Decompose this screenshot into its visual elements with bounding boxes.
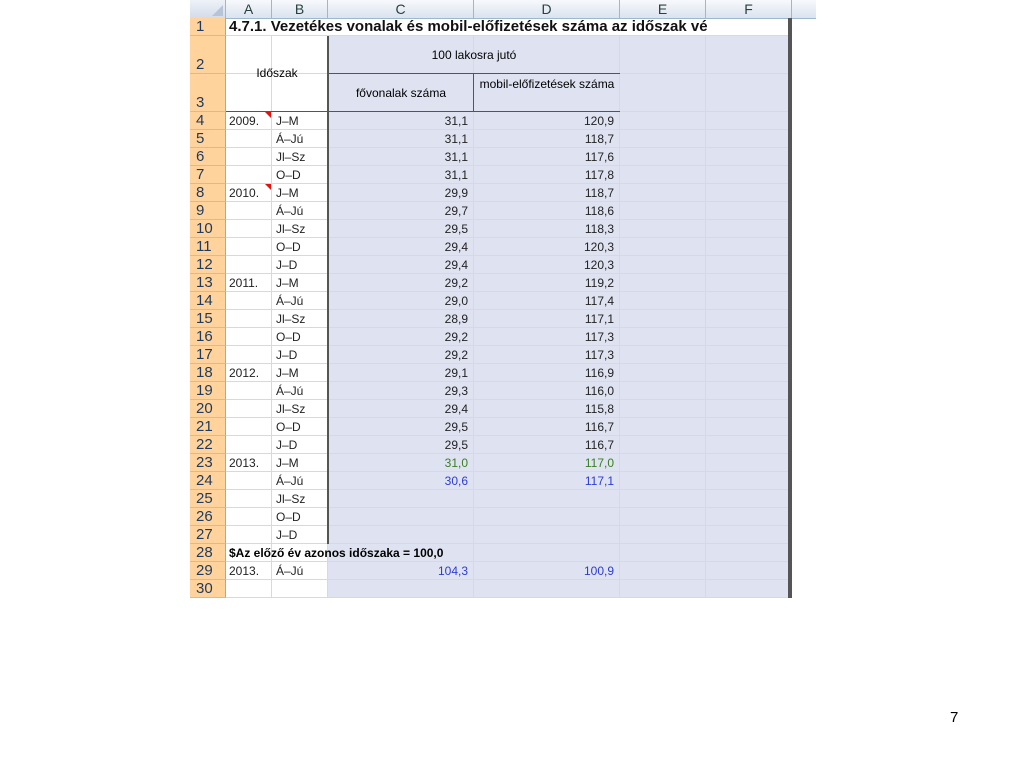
gridline-column — [619, 36, 620, 598]
row-header-30[interactable]: 30 — [190, 580, 226, 598]
cell-period[interactable]: J–M — [276, 276, 299, 290]
cell-period[interactable]: J–D — [276, 348, 298, 362]
cell-mobile[interactable]: 115,8 — [584, 402, 614, 416]
cell-year[interactable]: 2012. — [229, 366, 260, 380]
cell-mobile[interactable]: 117,8 — [584, 168, 614, 182]
cell-period[interactable]: Á–Jú — [276, 564, 304, 578]
cell-period[interactable]: J–M — [276, 186, 299, 200]
row-header-10[interactable]: 10 — [190, 220, 226, 238]
sheet-title: 4.7.1. Vezetékes vonalak és mobil-előfizetések száma az időszak vé — [229, 18, 708, 35]
row-header-14[interactable]: 14 — [190, 292, 226, 310]
cell-period[interactable]: Jl–Sz — [276, 150, 306, 164]
cell-mobile[interactable]: 118,3 — [584, 222, 614, 236]
row-header-17[interactable]: 17 — [190, 346, 226, 364]
row-header-19[interactable]: 19 — [190, 382, 226, 400]
cell-year[interactable]: 2013. — [229, 564, 260, 578]
corner-triangle-icon — [212, 5, 223, 16]
row-header-5[interactable]: 5 — [190, 130, 226, 148]
cell-year[interactable]: 2010. — [229, 186, 260, 200]
cell-landline[interactable]: 104,3 — [437, 564, 468, 578]
column-header-bar — [190, 0, 816, 19]
cell-mobile[interactable]: 117,0 — [584, 456, 614, 470]
cell-landline[interactable]: 29,0 — [444, 294, 468, 308]
cell-mobile[interactable]: 120,9 — [583, 114, 614, 128]
cell-mobile[interactable]: 117,1 — [584, 312, 614, 326]
cell-landline[interactable]: 29,4 — [444, 240, 468, 254]
cell-period[interactable]: Jl–Sz — [276, 492, 306, 506]
cell-landline[interactable]: 29,9 — [444, 186, 468, 200]
page-break-line — [788, 18, 792, 598]
column-header-d[interactable]: D — [474, 0, 620, 18]
cell-landline[interactable]: 29,2 — [444, 348, 468, 362]
row-header-26[interactable]: 26 — [190, 508, 226, 526]
comment-marker-icon — [265, 184, 271, 190]
gridline-column — [705, 36, 706, 598]
cell-landline[interactable]: 29,5 — [444, 438, 468, 452]
cell-period[interactable]: J–D — [276, 528, 298, 542]
gridline-row — [226, 597, 792, 598]
cell-period[interactable]: J–M — [276, 366, 299, 380]
cell-landline[interactable]: 31,1 — [444, 114, 468, 128]
row-header-12[interactable]: 12 — [190, 256, 226, 274]
row-header-13[interactable]: 13 — [190, 274, 226, 292]
cell-landline[interactable]: 31,1 — [444, 132, 468, 146]
row-header-16[interactable]: 16 — [190, 328, 226, 346]
row-header-22[interactable]: 22 — [190, 436, 226, 454]
row-header-28[interactable]: 28 — [190, 544, 226, 562]
cell-mobile[interactable]: 118,7 — [584, 186, 614, 200]
cell-mobile[interactable]: 118,6 — [584, 204, 614, 218]
cell-mobile[interactable]: 116,7 — [584, 438, 614, 452]
cell-period[interactable]: J–D — [276, 438, 298, 452]
row-header-11[interactable]: 11 — [190, 238, 226, 256]
gridline-row — [226, 507, 792, 508]
cell-period[interactable]: O–D — [276, 168, 301, 182]
header-mobile: mobil-előfizetések száma — [479, 77, 615, 91]
row-header-24[interactable]: 24 — [190, 472, 226, 490]
note-row: $Az előző év azonos időszaka = 100,0 — [229, 546, 444, 560]
cell-period[interactable]: O–D — [276, 330, 301, 344]
cell-year[interactable]: 2011. — [229, 276, 259, 290]
cell-landline[interactable]: 29,4 — [444, 402, 468, 416]
cell-landline[interactable]: 29,5 — [444, 222, 468, 236]
cell-period[interactable]: Á–Jú — [276, 132, 304, 146]
column-header-a[interactable]: A — [226, 0, 272, 18]
row-header-bar — [190, 18, 226, 598]
cell-mobile[interactable]: 120,3 — [583, 258, 614, 272]
cell-period[interactable]: J–M — [276, 114, 299, 128]
header-per-100: 100 lakosra jutó — [431, 48, 517, 62]
cell-landline[interactable]: 31,1 — [444, 150, 468, 164]
cell-landline[interactable]: 29,2 — [444, 330, 468, 344]
column-header-e[interactable]: E — [620, 0, 706, 18]
cell-period[interactable]: O–D — [276, 510, 301, 524]
cell-period[interactable]: Jl–Sz — [276, 402, 306, 416]
row-header-18[interactable]: 18 — [190, 364, 226, 382]
column-header-c[interactable]: C — [328, 0, 474, 18]
gridline-row — [226, 35, 792, 36]
header-period: Időszak — [256, 66, 298, 80]
column-header-f[interactable]: F — [706, 0, 792, 18]
cell-landline[interactable]: 29,2 — [444, 276, 468, 290]
spreadsheet[interactable] — [190, 0, 816, 752]
cell-mobile[interactable]: 120,3 — [583, 240, 614, 254]
cell-mobile[interactable]: 116,0 — [584, 384, 614, 398]
cell-period[interactable]: Á–Jú — [276, 204, 304, 218]
cell-mobile[interactable]: 117,1 — [584, 474, 614, 488]
cell-landline[interactable]: 28,9 — [444, 312, 468, 326]
cell-landline[interactable]: 29,5 — [444, 420, 468, 434]
row-header-23[interactable]: 23 — [190, 454, 226, 472]
cell-landline[interactable]: 30,6 — [444, 474, 468, 488]
cell-period[interactable]: Á–Jú — [276, 294, 304, 308]
cell-landline[interactable]: 31,0 — [444, 456, 468, 470]
row-header-8[interactable]: 8 — [190, 184, 226, 202]
row-header-29[interactable]: 29 — [190, 562, 226, 580]
row-header-20[interactable]: 20 — [190, 400, 226, 418]
select-all-corner[interactable] — [190, 0, 226, 18]
row-header-1[interactable]: 1 — [190, 18, 226, 36]
cell-mobile[interactable]: 117,6 — [584, 150, 614, 164]
gridline-row — [226, 525, 792, 526]
page-number: 7 — [950, 709, 959, 726]
cell-mobile[interactable]: 117,3 — [584, 348, 614, 362]
row-header-9[interactable]: 9 — [190, 202, 226, 220]
cell-period[interactable]: J–D — [276, 258, 298, 272]
cell-mobile[interactable]: 117,3 — [584, 330, 614, 344]
cell-period[interactable]: Á–Jú — [276, 474, 304, 488]
cell-landline[interactable]: 29,1 — [444, 366, 468, 380]
cell-landline[interactable]: 29,7 — [444, 204, 468, 218]
cell-mobile[interactable]: 100,9 — [583, 564, 614, 578]
row-header-6[interactable]: 6 — [190, 148, 226, 166]
cell-mobile[interactable]: 116,9 — [584, 366, 614, 380]
cell-year[interactable]: 2009. — [229, 114, 260, 128]
row-header-4[interactable]: 4 — [190, 112, 226, 130]
gridline-column — [271, 36, 272, 598]
cell-year[interactable]: 2013. — [229, 456, 260, 470]
cell-period[interactable]: Jl–Sz — [276, 312, 306, 326]
comment-marker-icon — [265, 112, 271, 118]
cell-period[interactable]: O–D — [276, 420, 301, 434]
row-header-7[interactable]: 7 — [190, 166, 226, 184]
row-header-27[interactable]: 27 — [190, 526, 226, 544]
cell-landline[interactable]: 29,3 — [444, 384, 468, 398]
header-split-line — [328, 73, 620, 74]
row-header-3[interactable]: 3 — [190, 74, 226, 112]
cell-mobile[interactable]: 119,2 — [584, 276, 614, 290]
row-header-21[interactable]: 21 — [190, 418, 226, 436]
row-header-15[interactable]: 15 — [190, 310, 226, 328]
cell-landline[interactable]: 29,4 — [444, 258, 468, 272]
cell-period[interactable]: Jl–Sz — [276, 222, 306, 236]
cell-period[interactable]: O–D — [276, 240, 301, 254]
cell-landline[interactable]: 31,1 — [444, 168, 468, 182]
row-header-25[interactable]: 25 — [190, 490, 226, 508]
header-landline: fővonalak száma — [355, 86, 447, 100]
cell-mobile[interactable]: 116,7 — [584, 420, 614, 434]
cell-mobile[interactable]: 118,7 — [584, 132, 614, 146]
cell-mobile[interactable]: 117,4 — [584, 294, 614, 308]
cell-period[interactable]: Á–Jú — [276, 384, 304, 398]
column-header-b[interactable]: B — [272, 0, 328, 18]
row-header-2[interactable]: 2 — [190, 36, 226, 74]
cell-period[interactable]: J–M — [276, 456, 299, 470]
